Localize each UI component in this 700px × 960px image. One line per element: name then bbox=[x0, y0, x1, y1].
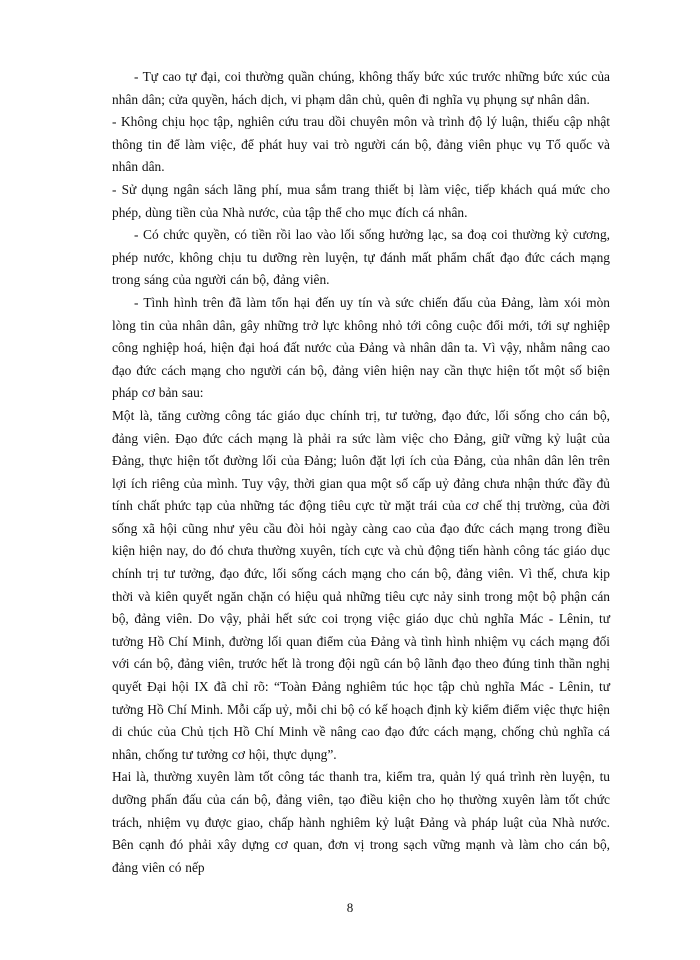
document-body bbox=[112, 66, 610, 879]
paragraph-budget-waste: - Sử dụng ngân sách lãng phí, mua sắm trang thiết bị làm việc, tiếp khách quá mức cho phép, dùng tiền của Nhà nước, của tập thể cho mục đích cá nhân. bbox=[112, 181, 610, 220]
paragraph-power-money: - Có chức quyền, có tiền rồi lao vào lối sống hưởng lạc, sa đoạ coi thường kỷ cương, phép nước, không chịu tu dưỡng rèn luyện, tự đánh mất phẩm chất đạo đức cách mạng trong sáng của người cán bộ, đảng viên. bbox=[112, 227, 610, 288]
paragraph-second-measure: Hai là, thường xuyên làm tốt công tác thanh tra, kiểm tra, quản lý quá trình rèn luyện, tu dưỡng phấn đấu của cán bộ, đảng viên, tạo điều kiện cho họ thường xuyên làm tốt chức trách, nhiệm vụ được giao, chấp hành nghiêm kỷ luật Đảng và pháp luật của Nhà nước. Bên cạnh đó phải xây dựng cơ quan, đơn vị trong sạch vững mạnh và làm cho cán bộ, đảng viên có nếp bbox=[112, 769, 610, 875]
page-number: 8 bbox=[346, 900, 354, 915]
paragraph-no-study: - Không chịu học tập, nghiên cứu trau dồi chuyên môn và trình độ lý luận, thiếu cập nhật thông tin để làm việc, để phát huy vai trò người cán bộ, đảng viên phục vụ Tổ quốc và nhân dân. bbox=[112, 114, 610, 175]
paragraph-first-measure: Một là, tăng cường công tác giáo dục chính trị, tư tưởng, đạo đức, lối sống cho cán bộ, đảng viên. Đạo đức cách mạng là phải ra sức làm việc cho Đảng, giữ vững kỷ luật của Đảng, thực hiện tốt đường lối của Đảng; luôn đặt lợi ích của Đảng, của nhân dân lên trên lợi ích riêng của mình. Tuy vậy, thời gian qua một số cấp uỷ đảng chưa nhận thức đầy đủ tính chất phức tạp của những tác động tiêu cực từ mặt trái của cơ chế thị trường, của đời sống xã hội cũng như yêu cầu đòi hỏi ngày càng cao của đạo đức cách mạng trong điều kiện hiện nay, do đó chưa thường xuyên, tích cực và chủ động tiến hành công tác giáo dục chính trị tư tưởng, đạo đức, lối sống cách mạng cho cán bộ, đảng viên. Vì thế, chưa kịp thời và kiên quyết ngăn chặn có hiệu quả những tiêu cực nảy sinh trong một bộ phận cán bộ, đảng viên. Do vậy, phải hết sức coi trọng việc giáo dục chủ nghĩa Mác - Lênin, tư tưởng Hồ Chí Minh, đường lối quan điểm của Đảng và tình hình nhiệm vụ cách mạng đối với cán bộ, đảng viên, trước hết là trong đội ngũ cán bộ lãnh đạo theo đúng tinh thần nghị quyết Đại hội IX đã chỉ rõ: “Toàn Đảng nghiêm túc học tập chủ nghĩa Mác - Lênin, tư tưởng Hồ Chí Minh. Mỗi cấp uỷ, mỗi chi bộ có kế hoạch định kỳ kiểm điểm việc thực hiện di chúc của Chủ tịch Hồ Chí Minh về nâng cao đạo đức cách mạng, chống chủ nghĩa cá nhân, chống tư tưởng cơ hội, thực dụng”. bbox=[112, 407, 610, 762]
paragraph-situation: - Tình hình trên đã làm tổn hại đến uy tín và sức chiến đấu của Đảng, làm xói mòn lòng tin của nhân dân, gây những trở lực không nhỏ tới công cuộc đổi mới, tới sự nghiệp công nghiệp hoá, hiện đại hoá đất nước của Đảng và nhân dân ta. Vì vậy, nhằm nâng cao đạo đức cách mạng cho người cán bộ, đảng viên hiện nay cần thực hiện tốt một số biện pháp cơ bản sau: bbox=[112, 294, 610, 401]
paragraph-arrogance: - Tự cao tự đại, coi thường quần chúng, không thấy bức xúc trước những bức xúc của nhân dân; cửa quyền, hách dịch, vi phạm dân chủ, quên đi nghĩa vụ phụng sự nhân dân. bbox=[112, 69, 610, 107]
